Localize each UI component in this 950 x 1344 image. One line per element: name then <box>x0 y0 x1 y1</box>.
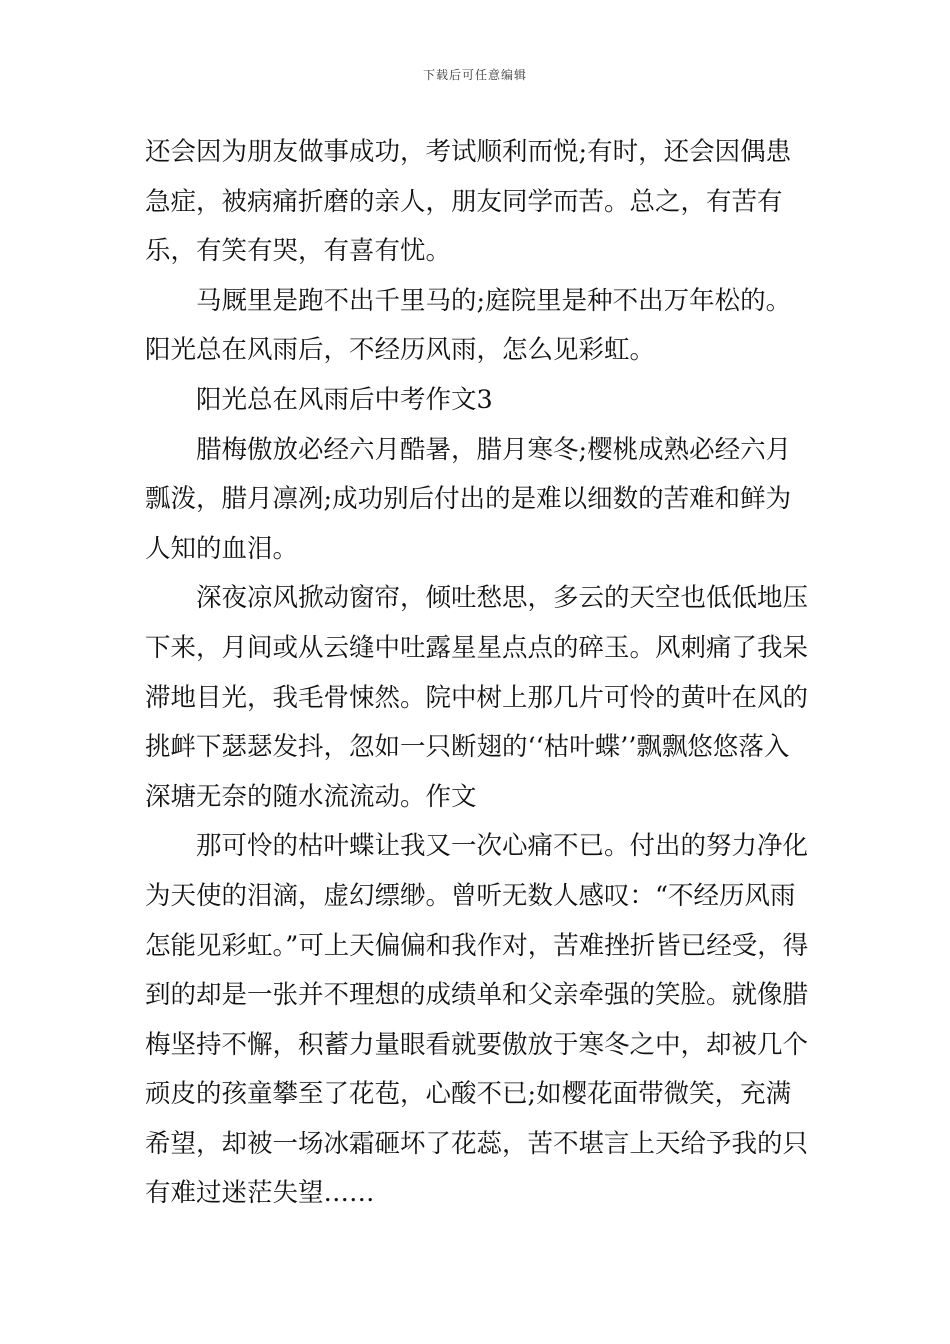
paragraph-continued: 还会因为朋友做事成功，考试顺利而悦;有时，还会因偶患急症，被病痛折磨的亲人，朋友同学而苦。总之，有苦有乐，有笑有哭，有喜有忧。 <box>145 137 792 267</box>
paragraph: 那可怜的枯叶蝶让我又一次心痛不已。付出的努力净化为天使的泪滴，虚幻缥缈。曾听无数人感叹：“不经历风雨怎能见彩虹。”可上天偏偏和我作对，苦难挫折皆已经受，得到的却是一张并不理想的成绩单和父亲牵强的笑脸。就像腊梅坚持不懈，积蓄力量眼看就要傲放于寒冬之中，却被几个顽皮的孩童攀至了花苞，心酸不已;如樱花面带微笑，充满希望，却被一场冰霜砸坏了花蕊，苦不堪言上天给予我的只有难过迷茫失望…… <box>145 831 809 1209</box>
paragraph: 腊梅傲放必经六月酷暑，腊月寒冬;樱桃成熟必经六月瓢泼，腊月凛冽;成功别后付出的是难以细数的苦难和鲜为人知的血泪。 <box>145 434 792 564</box>
document-body <box>145 128 810 1219</box>
section-title: 阳光总在风雨后中考作文3 <box>196 384 493 415</box>
paragraph: 马厩里是跑不出千里马的;庭院里是种不出万年松的。阳光总在风雨后，不经历风雨，怎么见彩虹。 <box>145 285 792 366</box>
page-header: 下载后可任意编辑 <box>422 68 527 82</box>
paragraph: 深夜凉风掀动窗帘，倾吐愁思，多云的天空也低低地压下来，月间或从云缝中吐露星星点点的碎玉。风刺痛了我呆滞地目光，我毛骨悚然。院中树上那几片可怜的黄叶在风的挑衅下瑟瑟发抖，忽如一只断翅的‘‘枯叶蝶’’飘飘悠悠落入深塘无奈的随水流流动。作文 <box>145 583 809 812</box>
